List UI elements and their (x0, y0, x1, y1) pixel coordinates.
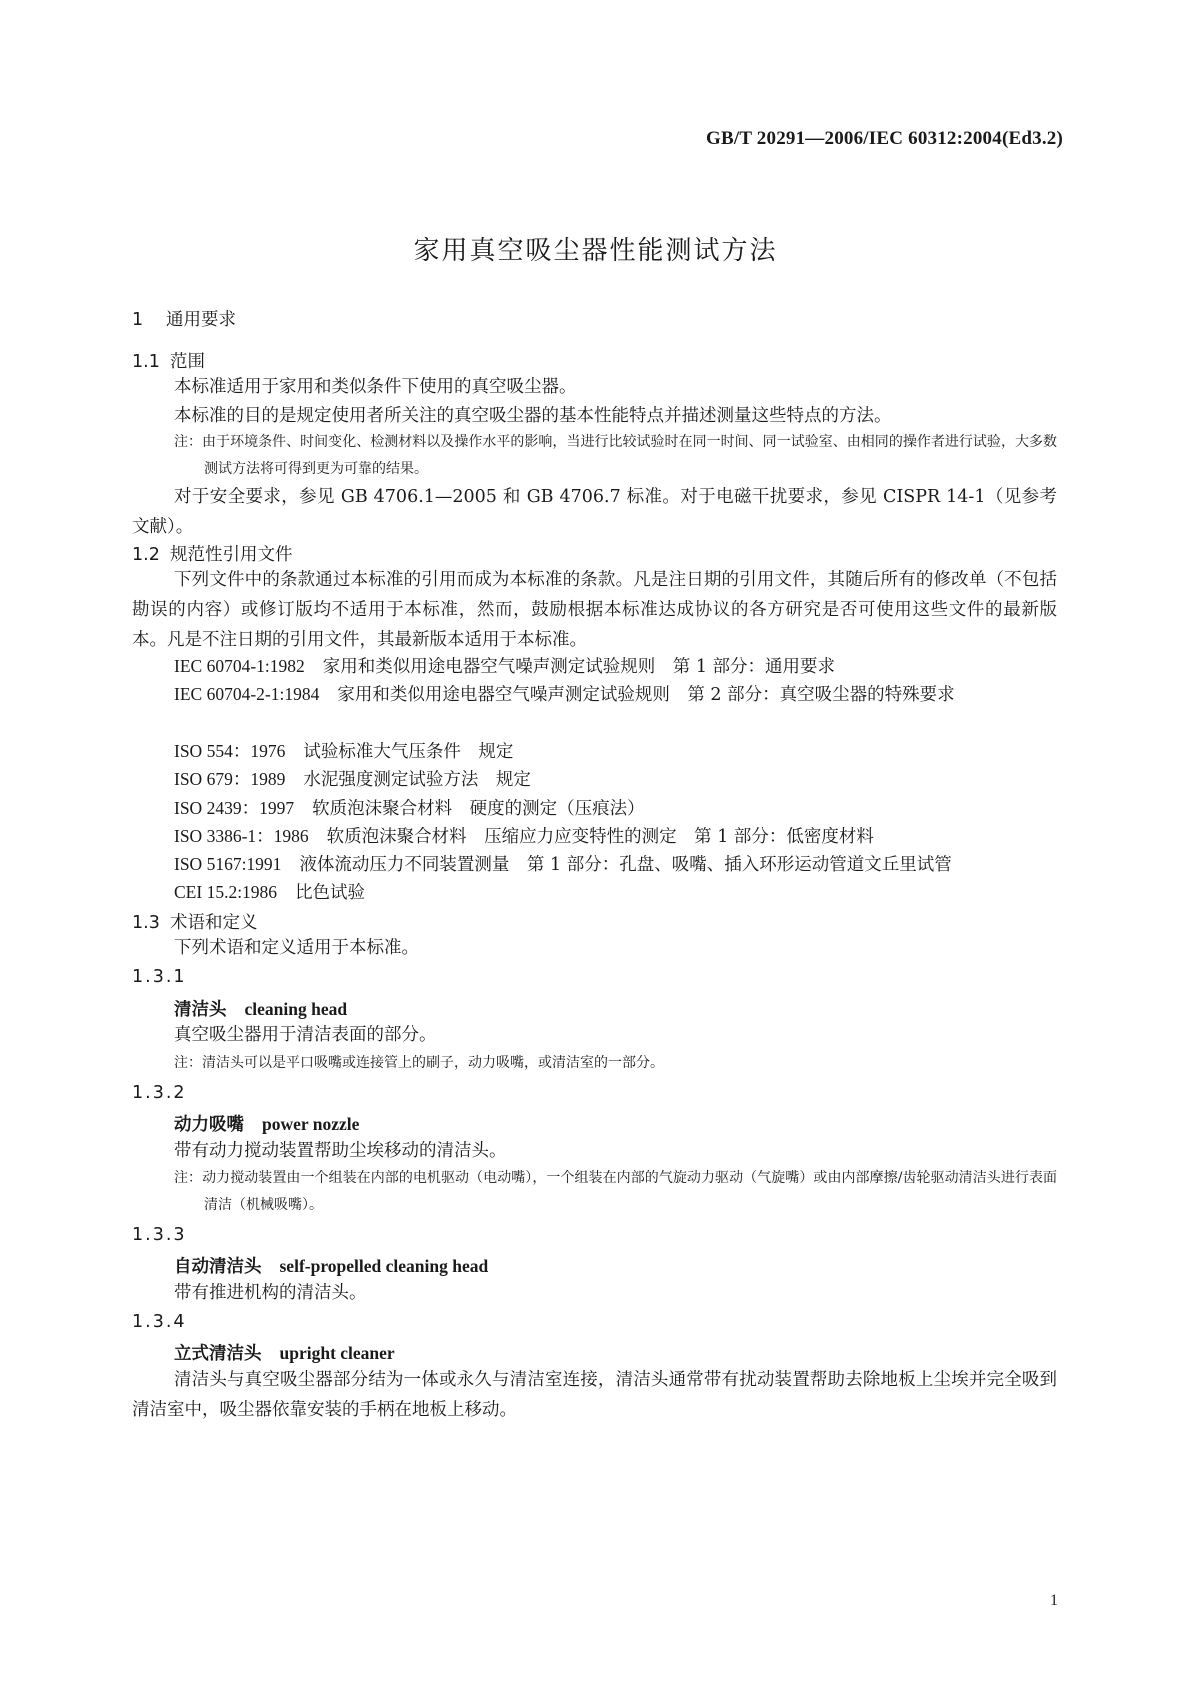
reference-code: CEI 15.2:1986 (174, 882, 278, 902)
section-title: 规范性引用文件 (170, 545, 293, 565)
section-title: 术语和定义 (170, 913, 258, 933)
term-definition: 清洁头与真空吸尘器部分结为一体或永久与清洁室连接，清洁头通常带有扰动装置帮助去除地板上尘埃并完全吸到清洁室中，吸尘器依靠安装的手柄在地板上移动。 (132, 1370, 1057, 1420)
term-number: 1.3.2 (132, 1083, 187, 1103)
reference-title: 软质泡沫聚合材料 硬度的测定（压痕法） (312, 799, 645, 819)
reference-code: ISO 3386-1：1986 (174, 826, 309, 846)
term-en: power nozzle (262, 1114, 360, 1134)
term-number: 1.3.3 (132, 1225, 187, 1245)
reference-item (132, 793, 1057, 824)
reference-code: IEC 60704-2-1:1984 (174, 684, 320, 704)
reference-title: 家用和类似用途电器空气噪声测定试验规则 第 2 部分：真空吸尘器的特殊要求 (337, 685, 955, 705)
reference-item (132, 849, 1057, 880)
term-en: cleaning head (244, 999, 348, 1019)
page-number: 1 (1050, 1592, 1058, 1609)
reference-title: 试验标准大气压条件 规定 (303, 742, 514, 762)
term-heading (174, 1111, 359, 1136)
terms-intro: 下列术语和定义适用于本标准。 (174, 938, 419, 958)
term-zh: 动力吸嘴 (174, 1115, 244, 1135)
reference-item (132, 679, 1057, 710)
term-en: self-propelled cleaning head (279, 1256, 489, 1276)
scope-paragraph-1: 本标准适用于家用和类似条件下使用的真空吸尘器。 (174, 377, 577, 397)
term-definition: 真空吸尘器用于清洁表面的部分。 (174, 1025, 437, 1045)
reference-title: 水泥强度测定试验方法 规定 (303, 770, 531, 790)
reference-item (132, 877, 1057, 908)
document-title: 家用真空吸尘器性能测试方法 (413, 236, 778, 266)
term-heading (174, 996, 347, 1021)
standard-code-header: GB/T 20291—2006/IEC 60312:2004(Ed3.2) (706, 128, 1063, 149)
term-definition: 带有动力搅动装置帮助尘埃移动的清洁头。 (174, 1141, 507, 1161)
term-heading (174, 1253, 488, 1278)
term-definition: 带有推进机构的清洁头。 (174, 1283, 367, 1303)
reference-item (132, 736, 1057, 767)
reference-item (132, 821, 1057, 852)
section-number: 1.3 (132, 913, 160, 933)
reference-title: 比色试验 (295, 883, 366, 903)
term-number: 1.3.4 (132, 1312, 187, 1332)
term-zh: 立式清洁头 (174, 1344, 262, 1364)
term-zh: 清洁头 (174, 1000, 227, 1020)
reference-code: IEC 60704-1:1982 (174, 656, 305, 676)
reference-item (132, 651, 1057, 682)
reference-code: ISO 679：1989 (174, 769, 286, 789)
section-heading-1-2 (132, 541, 293, 566)
reference-title: 家用和类似用途电器空气噪声测定试验规则 第 1 部分：通用要求 (322, 657, 836, 677)
section-title: 范围 (170, 352, 205, 372)
section-heading-1-3 (132, 909, 258, 934)
reference-code: ISO 554：1976 (174, 741, 286, 761)
term-heading (174, 1340, 395, 1365)
reference-item (132, 764, 1057, 795)
term-zh: 自动清洁头 (174, 1257, 262, 1277)
term-en: upright cleaner (279, 1343, 395, 1363)
reference-code: ISO 5167:1991 (174, 854, 282, 874)
term-number: 1.3.1 (132, 967, 187, 987)
reference-title: 液体流动压力不同装置测量 第 1 部分：孔盘、吸嘴、插入环形运动管道文丘里试管 (299, 855, 952, 875)
references-intro: 下列文件中的条款通过本标准的引用而成为本标准的条款。凡是注日期的引用文件，其随后所有的修改单（不包括勘误的内容）或修订版均不适用于本标准，然而，鼓励根据本标准达成协议的各方研究是否可使用这些文件的最新版本。凡是不注日期的引用文件，其最新版本适用于本标准。 (132, 570, 1057, 650)
scope-paragraph-3: 对于安全要求，参见 GB 4706.1—2005 和 GB 4706.7 标准。对于电磁干扰要求，参见 CISPR 14-1（见参考文献）。 (132, 487, 1057, 537)
section-number: 1.2 (132, 545, 160, 565)
section-heading-1 (132, 306, 236, 331)
reference-title: 软质泡沫聚合材料 压缩应力应变特性的测定 第 1 部分：低密度材料 (326, 827, 874, 847)
section-title: 通用要求 (166, 310, 236, 330)
scope-paragraph-2: 本标准的目的是规定使用者所关注的真空吸尘器的基本性能特点并描述测量这些特点的方法。 (174, 406, 892, 426)
section-number: 1 (132, 310, 144, 330)
section-number: 1.1 (132, 352, 160, 372)
scope-note: 注：由于环境条件、时间变化、检测材料以及操作水平的影响，当进行比较试验时在同一时间、同一试验室、由相同的操作者进行试验，大多数测试方法将可得到更为可靠的结果。 (174, 434, 1057, 477)
reference-code: ISO 2439：1997 (174, 798, 295, 818)
section-heading-1-1 (132, 348, 205, 373)
term-note: 注：清洁头可以是平口吸嘴或连接管上的刷子，动力吸嘴，或清洁室的一部分。 (174, 1055, 664, 1071)
term-note: 注：动力搅动装置由一个组装在内部的电机驱动（电动嘴），一个组装在内部的气旋动力驱动（气旋嘴）或由内部摩擦/齿轮驱动清洁头进行表面清洁（机械吸嘴）。 (174, 1170, 1057, 1213)
